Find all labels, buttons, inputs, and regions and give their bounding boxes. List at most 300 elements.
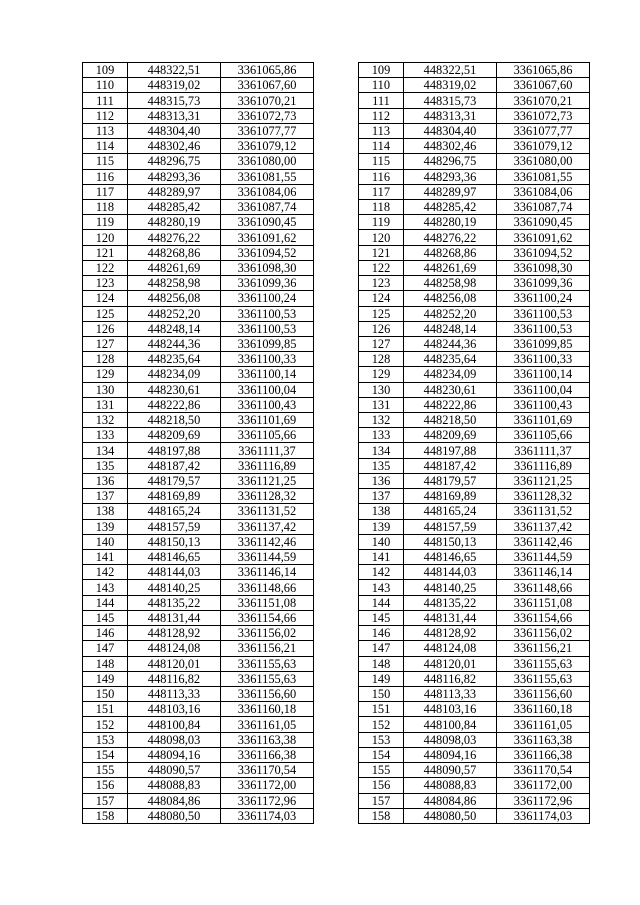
left-x-coordinate-cell: 448244,36 xyxy=(128,336,221,351)
right-y-coordinate-cell: 3361077,77 xyxy=(497,123,590,138)
right-x-coordinate-cell: 448218,50 xyxy=(404,413,497,428)
right-y-coordinate-cell: 3361099,36 xyxy=(497,276,590,291)
left-y-coordinate-cell: 3361094,52 xyxy=(221,245,314,260)
column-gap xyxy=(314,352,359,367)
right-y-coordinate-cell: 3361144,59 xyxy=(497,550,590,565)
column-gap xyxy=(314,154,359,169)
right-point-number-cell: 131 xyxy=(359,397,404,412)
right-point-number-cell: 119 xyxy=(359,215,404,230)
right-y-coordinate-cell: 3361170,54 xyxy=(497,763,590,778)
left-x-coordinate-cell: 448276,22 xyxy=(128,230,221,245)
left-y-coordinate-cell: 3361172,96 xyxy=(221,793,314,808)
left-point-number-cell: 139 xyxy=(83,519,128,534)
left-x-coordinate-cell: 448293,36 xyxy=(128,169,221,184)
right-point-number-cell: 142 xyxy=(359,565,404,580)
right-y-coordinate-cell: 3361100,24 xyxy=(497,291,590,306)
left-x-coordinate-cell: 448234,09 xyxy=(128,367,221,382)
column-gap xyxy=(314,306,359,321)
left-point-number-cell: 157 xyxy=(83,793,128,808)
left-x-coordinate-cell: 448088,83 xyxy=(128,778,221,793)
left-point-number-cell: 143 xyxy=(83,580,128,595)
left-point-number-cell: 154 xyxy=(83,747,128,762)
right-y-coordinate-cell: 3361080,00 xyxy=(497,154,590,169)
table-row xyxy=(83,260,590,275)
column-gap xyxy=(314,382,359,397)
left-y-coordinate-cell: 3361100,53 xyxy=(221,321,314,336)
right-point-number-cell: 134 xyxy=(359,443,404,458)
left-x-coordinate-cell: 448144,03 xyxy=(128,565,221,580)
right-x-coordinate-cell: 448103,16 xyxy=(404,702,497,717)
column-gap xyxy=(314,519,359,534)
table-row xyxy=(83,656,590,671)
right-point-number-cell: 153 xyxy=(359,732,404,747)
right-y-coordinate-cell: 3361111,37 xyxy=(497,443,590,458)
left-y-coordinate-cell: 3361100,24 xyxy=(221,291,314,306)
right-x-coordinate-cell: 448302,46 xyxy=(404,139,497,154)
right-x-coordinate-cell: 448124,08 xyxy=(404,641,497,656)
column-gap xyxy=(314,428,359,443)
right-x-coordinate-cell: 448140,25 xyxy=(404,580,497,595)
right-point-number-cell: 146 xyxy=(359,626,404,641)
left-x-coordinate-cell: 448084,86 xyxy=(128,793,221,808)
right-x-coordinate-cell: 448146,65 xyxy=(404,550,497,565)
right-x-coordinate-cell: 448094,16 xyxy=(404,747,497,762)
right-y-coordinate-cell: 3361163,38 xyxy=(497,732,590,747)
left-point-number-cell: 133 xyxy=(83,428,128,443)
left-y-coordinate-cell: 3361100,43 xyxy=(221,397,314,412)
table-row xyxy=(83,747,590,762)
right-point-number-cell: 151 xyxy=(359,702,404,717)
left-point-number-cell: 149 xyxy=(83,671,128,686)
left-point-number-cell: 150 xyxy=(83,686,128,701)
left-x-coordinate-cell: 448131,44 xyxy=(128,610,221,625)
right-point-number-cell: 130 xyxy=(359,382,404,397)
left-y-coordinate-cell: 3361174,03 xyxy=(221,808,314,823)
table-row xyxy=(83,778,590,793)
left-y-coordinate-cell: 3361090,45 xyxy=(221,215,314,230)
right-y-coordinate-cell: 3361156,21 xyxy=(497,641,590,656)
left-x-coordinate-cell: 448094,16 xyxy=(128,747,221,762)
right-y-coordinate-cell: 3361100,53 xyxy=(497,306,590,321)
right-point-number-cell: 121 xyxy=(359,245,404,260)
right-x-coordinate-cell: 448322,51 xyxy=(404,63,497,78)
right-y-coordinate-cell: 3361100,33 xyxy=(497,352,590,367)
right-point-number-cell: 122 xyxy=(359,260,404,275)
right-y-coordinate-cell: 3361087,74 xyxy=(497,199,590,214)
table-row xyxy=(83,641,590,656)
right-y-coordinate-cell: 3361091,62 xyxy=(497,230,590,245)
table-row xyxy=(83,154,590,169)
left-point-number-cell: 118 xyxy=(83,199,128,214)
left-y-coordinate-cell: 3361172,00 xyxy=(221,778,314,793)
left-y-coordinate-cell: 3361087,74 xyxy=(221,199,314,214)
right-point-number-cell: 123 xyxy=(359,276,404,291)
right-point-number-cell: 148 xyxy=(359,656,404,671)
right-y-coordinate-cell: 3361072,73 xyxy=(497,108,590,123)
left-point-number-cell: 156 xyxy=(83,778,128,793)
right-x-coordinate-cell: 448090,57 xyxy=(404,763,497,778)
right-y-coordinate-cell: 3361172,00 xyxy=(497,778,590,793)
left-y-coordinate-cell: 3361170,54 xyxy=(221,763,314,778)
table-row xyxy=(83,519,590,534)
table-row xyxy=(83,367,590,382)
left-x-coordinate-cell: 448258,98 xyxy=(128,276,221,291)
right-x-coordinate-cell: 448187,42 xyxy=(404,458,497,473)
left-point-number-cell: 110 xyxy=(83,78,128,93)
column-gap xyxy=(314,184,359,199)
table-row xyxy=(83,473,590,488)
left-x-coordinate-cell: 448248,14 xyxy=(128,321,221,336)
right-x-coordinate-cell: 448230,61 xyxy=(404,382,497,397)
right-y-coordinate-cell: 3361148,66 xyxy=(497,580,590,595)
left-y-coordinate-cell: 3361072,73 xyxy=(221,108,314,123)
right-point-number-cell: 133 xyxy=(359,428,404,443)
column-gap xyxy=(314,245,359,260)
column-gap xyxy=(314,656,359,671)
left-point-number-cell: 137 xyxy=(83,489,128,504)
right-y-coordinate-cell: 3361065,86 xyxy=(497,63,590,78)
right-point-number-cell: 152 xyxy=(359,717,404,732)
left-y-coordinate-cell: 3361148,66 xyxy=(221,580,314,595)
left-y-coordinate-cell: 3361116,89 xyxy=(221,458,314,473)
left-point-number-cell: 148 xyxy=(83,656,128,671)
left-point-number-cell: 129 xyxy=(83,367,128,382)
right-x-coordinate-cell: 448296,75 xyxy=(404,154,497,169)
left-x-coordinate-cell: 448268,86 xyxy=(128,245,221,260)
left-x-coordinate-cell: 448103,16 xyxy=(128,702,221,717)
column-gap xyxy=(314,276,359,291)
column-gap xyxy=(314,808,359,823)
right-y-coordinate-cell: 3361094,52 xyxy=(497,245,590,260)
left-point-number-cell: 145 xyxy=(83,610,128,625)
right-point-number-cell: 128 xyxy=(359,352,404,367)
right-point-number-cell: 126 xyxy=(359,321,404,336)
column-gap xyxy=(314,443,359,458)
column-gap xyxy=(314,778,359,793)
left-x-coordinate-cell: 448261,69 xyxy=(128,260,221,275)
left-x-coordinate-cell: 448322,51 xyxy=(128,63,221,78)
right-y-coordinate-cell: 3361161,05 xyxy=(497,717,590,732)
left-point-number-cell: 109 xyxy=(83,63,128,78)
right-point-number-cell: 132 xyxy=(359,413,404,428)
right-point-number-cell: 109 xyxy=(359,63,404,78)
left-y-coordinate-cell: 3361067,60 xyxy=(221,78,314,93)
right-point-number-cell: 125 xyxy=(359,306,404,321)
right-y-coordinate-cell: 3361128,32 xyxy=(497,489,590,504)
table-row xyxy=(83,108,590,123)
left-point-number-cell: 147 xyxy=(83,641,128,656)
left-point-number-cell: 124 xyxy=(83,291,128,306)
left-point-number-cell: 136 xyxy=(83,473,128,488)
right-point-number-cell: 157 xyxy=(359,793,404,808)
left-y-coordinate-cell: 3361065,86 xyxy=(221,63,314,78)
right-y-coordinate-cell: 3361137,42 xyxy=(497,519,590,534)
right-point-number-cell: 138 xyxy=(359,504,404,519)
column-gap xyxy=(314,793,359,808)
column-gap xyxy=(314,139,359,154)
left-point-number-cell: 115 xyxy=(83,154,128,169)
left-y-coordinate-cell: 3361070,21 xyxy=(221,93,314,108)
left-y-coordinate-cell: 3361154,66 xyxy=(221,610,314,625)
column-gap xyxy=(314,397,359,412)
right-x-coordinate-cell: 448209,69 xyxy=(404,428,497,443)
column-gap xyxy=(314,763,359,778)
left-point-number-cell: 127 xyxy=(83,336,128,351)
right-x-coordinate-cell: 448268,86 xyxy=(404,245,497,260)
left-y-coordinate-cell: 3361100,53 xyxy=(221,306,314,321)
right-x-coordinate-cell: 448179,57 xyxy=(404,473,497,488)
left-y-coordinate-cell: 3361155,63 xyxy=(221,656,314,671)
right-x-coordinate-cell: 448280,19 xyxy=(404,215,497,230)
left-point-number-cell: 123 xyxy=(83,276,128,291)
left-point-number-cell: 151 xyxy=(83,702,128,717)
left-y-coordinate-cell: 3361100,04 xyxy=(221,382,314,397)
column-gap xyxy=(314,732,359,747)
left-point-number-cell: 125 xyxy=(83,306,128,321)
left-x-coordinate-cell: 448302,46 xyxy=(128,139,221,154)
table-row xyxy=(83,580,590,595)
column-gap xyxy=(314,413,359,428)
left-x-coordinate-cell: 448187,42 xyxy=(128,458,221,473)
column-gap xyxy=(314,473,359,488)
right-x-coordinate-cell: 448084,86 xyxy=(404,793,497,808)
right-point-number-cell: 156 xyxy=(359,778,404,793)
right-point-number-cell: 144 xyxy=(359,595,404,610)
left-x-coordinate-cell: 448100,84 xyxy=(128,717,221,732)
left-point-number-cell: 131 xyxy=(83,397,128,412)
right-x-coordinate-cell: 448258,98 xyxy=(404,276,497,291)
table-row xyxy=(83,93,590,108)
left-y-coordinate-cell: 3361151,08 xyxy=(221,595,314,610)
right-y-coordinate-cell: 3361121,25 xyxy=(497,473,590,488)
column-gap xyxy=(314,291,359,306)
left-point-number-cell: 119 xyxy=(83,215,128,230)
coordinates-table-body xyxy=(83,63,590,824)
left-x-coordinate-cell: 448165,24 xyxy=(128,504,221,519)
right-x-coordinate-cell: 448144,03 xyxy=(404,565,497,580)
table-row xyxy=(83,763,590,778)
right-y-coordinate-cell: 3361084,06 xyxy=(497,184,590,199)
left-y-coordinate-cell: 3361156,60 xyxy=(221,686,314,701)
table-row xyxy=(83,428,590,443)
right-x-coordinate-cell: 448080,50 xyxy=(404,808,497,823)
table-row xyxy=(83,169,590,184)
left-y-coordinate-cell: 3361100,33 xyxy=(221,352,314,367)
table-row xyxy=(83,534,590,549)
table-row xyxy=(83,595,590,610)
right-y-coordinate-cell: 3361100,04 xyxy=(497,382,590,397)
right-point-number-cell: 120 xyxy=(359,230,404,245)
left-x-coordinate-cell: 448135,22 xyxy=(128,595,221,610)
table-row xyxy=(83,321,590,336)
left-x-coordinate-cell: 448169,89 xyxy=(128,489,221,504)
right-point-number-cell: 147 xyxy=(359,641,404,656)
right-y-coordinate-cell: 3361067,60 xyxy=(497,78,590,93)
left-y-coordinate-cell: 3361084,06 xyxy=(221,184,314,199)
right-x-coordinate-cell: 448120,01 xyxy=(404,656,497,671)
right-point-number-cell: 137 xyxy=(359,489,404,504)
right-x-coordinate-cell: 448248,14 xyxy=(404,321,497,336)
table-row xyxy=(83,732,590,747)
column-gap xyxy=(314,610,359,625)
left-y-coordinate-cell: 3361161,05 xyxy=(221,717,314,732)
left-y-coordinate-cell: 3361163,38 xyxy=(221,732,314,747)
right-point-number-cell: 143 xyxy=(359,580,404,595)
right-x-coordinate-cell: 448293,36 xyxy=(404,169,497,184)
right-point-number-cell: 127 xyxy=(359,336,404,351)
right-y-coordinate-cell: 3361156,02 xyxy=(497,626,590,641)
left-y-coordinate-cell: 3361077,77 xyxy=(221,123,314,138)
right-y-coordinate-cell: 3361166,38 xyxy=(497,747,590,762)
table-row xyxy=(83,306,590,321)
right-y-coordinate-cell: 3361090,45 xyxy=(497,215,590,230)
table-row xyxy=(83,717,590,732)
right-x-coordinate-cell: 448197,88 xyxy=(404,443,497,458)
left-x-coordinate-cell: 448304,40 xyxy=(128,123,221,138)
column-gap xyxy=(314,626,359,641)
table-row xyxy=(83,504,590,519)
left-x-coordinate-cell: 448197,88 xyxy=(128,443,221,458)
right-x-coordinate-cell: 448100,84 xyxy=(404,717,497,732)
table-row xyxy=(83,413,590,428)
table-row xyxy=(83,139,590,154)
right-y-coordinate-cell: 3361131,52 xyxy=(497,504,590,519)
left-x-coordinate-cell: 448157,59 xyxy=(128,519,221,534)
right-point-number-cell: 155 xyxy=(359,763,404,778)
column-gap xyxy=(314,580,359,595)
column-gap xyxy=(314,93,359,108)
right-x-coordinate-cell: 448235,64 xyxy=(404,352,497,367)
left-y-coordinate-cell: 3361100,14 xyxy=(221,367,314,382)
left-point-number-cell: 142 xyxy=(83,565,128,580)
right-x-coordinate-cell: 448157,59 xyxy=(404,519,497,534)
left-point-number-cell: 117 xyxy=(83,184,128,199)
column-gap xyxy=(314,641,359,656)
table-row xyxy=(83,626,590,641)
column-gap xyxy=(314,534,359,549)
table-row xyxy=(83,245,590,260)
table-row xyxy=(83,123,590,138)
column-gap xyxy=(314,458,359,473)
left-point-number-cell: 116 xyxy=(83,169,128,184)
left-y-coordinate-cell: 3361080,00 xyxy=(221,154,314,169)
left-point-number-cell: 114 xyxy=(83,139,128,154)
right-point-number-cell: 136 xyxy=(359,473,404,488)
table-row xyxy=(83,443,590,458)
column-gap xyxy=(314,199,359,214)
right-x-coordinate-cell: 448169,89 xyxy=(404,489,497,504)
left-point-number-cell: 132 xyxy=(83,413,128,428)
right-x-coordinate-cell: 448289,97 xyxy=(404,184,497,199)
table-row xyxy=(83,276,590,291)
left-x-coordinate-cell: 448319,02 xyxy=(128,78,221,93)
column-gap xyxy=(314,230,359,245)
table-row xyxy=(83,702,590,717)
coordinates-table xyxy=(82,62,590,824)
left-point-number-cell: 134 xyxy=(83,443,128,458)
left-x-coordinate-cell: 448080,50 xyxy=(128,808,221,823)
right-point-number-cell: 114 xyxy=(359,139,404,154)
column-gap xyxy=(314,169,359,184)
left-x-coordinate-cell: 448098,03 xyxy=(128,732,221,747)
right-point-number-cell: 158 xyxy=(359,808,404,823)
right-y-coordinate-cell: 3361142,46 xyxy=(497,534,590,549)
right-x-coordinate-cell: 448244,36 xyxy=(404,336,497,351)
column-gap xyxy=(314,747,359,762)
right-point-number-cell: 113 xyxy=(359,123,404,138)
left-point-number-cell: 122 xyxy=(83,260,128,275)
column-gap xyxy=(314,367,359,382)
right-point-number-cell: 117 xyxy=(359,184,404,199)
right-y-coordinate-cell: 3361174,03 xyxy=(497,808,590,823)
right-x-coordinate-cell: 448319,02 xyxy=(404,78,497,93)
column-gap xyxy=(314,215,359,230)
right-point-number-cell: 145 xyxy=(359,610,404,625)
right-y-coordinate-cell: 3361160,18 xyxy=(497,702,590,717)
left-point-number-cell: 121 xyxy=(83,245,128,260)
right-point-number-cell: 111 xyxy=(359,93,404,108)
column-gap xyxy=(314,489,359,504)
right-x-coordinate-cell: 448276,22 xyxy=(404,230,497,245)
table-row xyxy=(83,184,590,199)
left-y-coordinate-cell: 3361098,30 xyxy=(221,260,314,275)
right-y-coordinate-cell: 3361155,63 xyxy=(497,671,590,686)
column-gap xyxy=(314,686,359,701)
right-x-coordinate-cell: 448261,69 xyxy=(404,260,497,275)
right-y-coordinate-cell: 3361100,14 xyxy=(497,367,590,382)
left-x-coordinate-cell: 448179,57 xyxy=(128,473,221,488)
table-row xyxy=(83,686,590,701)
left-point-number-cell: 112 xyxy=(83,108,128,123)
left-x-coordinate-cell: 448256,08 xyxy=(128,291,221,306)
left-point-number-cell: 140 xyxy=(83,534,128,549)
left-x-coordinate-cell: 448090,57 xyxy=(128,763,221,778)
left-y-coordinate-cell: 3361099,36 xyxy=(221,276,314,291)
column-gap xyxy=(314,504,359,519)
table-row xyxy=(83,230,590,245)
left-point-number-cell: 135 xyxy=(83,458,128,473)
left-point-number-cell: 138 xyxy=(83,504,128,519)
right-y-coordinate-cell: 3361105,66 xyxy=(497,428,590,443)
right-x-coordinate-cell: 448315,73 xyxy=(404,93,497,108)
right-point-number-cell: 110 xyxy=(359,78,404,93)
left-x-coordinate-cell: 448209,69 xyxy=(128,428,221,443)
left-y-coordinate-cell: 3361155,63 xyxy=(221,671,314,686)
left-x-coordinate-cell: 448140,25 xyxy=(128,580,221,595)
left-y-coordinate-cell: 3361131,52 xyxy=(221,504,314,519)
left-y-coordinate-cell: 3361156,02 xyxy=(221,626,314,641)
left-point-number-cell: 144 xyxy=(83,595,128,610)
column-gap xyxy=(314,550,359,565)
left-x-coordinate-cell: 448116,82 xyxy=(128,671,221,686)
column-gap xyxy=(314,336,359,351)
left-x-coordinate-cell: 448128,92 xyxy=(128,626,221,641)
table-row xyxy=(83,610,590,625)
right-x-coordinate-cell: 448098,03 xyxy=(404,732,497,747)
right-y-coordinate-cell: 3361079,12 xyxy=(497,139,590,154)
left-y-coordinate-cell: 3361146,14 xyxy=(221,565,314,580)
table-row xyxy=(83,808,590,823)
left-point-number-cell: 141 xyxy=(83,550,128,565)
table-row xyxy=(83,397,590,412)
left-y-coordinate-cell: 3361105,66 xyxy=(221,428,314,443)
left-x-coordinate-cell: 448315,73 xyxy=(128,93,221,108)
column-gap xyxy=(314,595,359,610)
table-row xyxy=(83,63,590,78)
left-x-coordinate-cell: 448252,20 xyxy=(128,306,221,321)
table-row xyxy=(83,671,590,686)
right-point-number-cell: 129 xyxy=(359,367,404,382)
